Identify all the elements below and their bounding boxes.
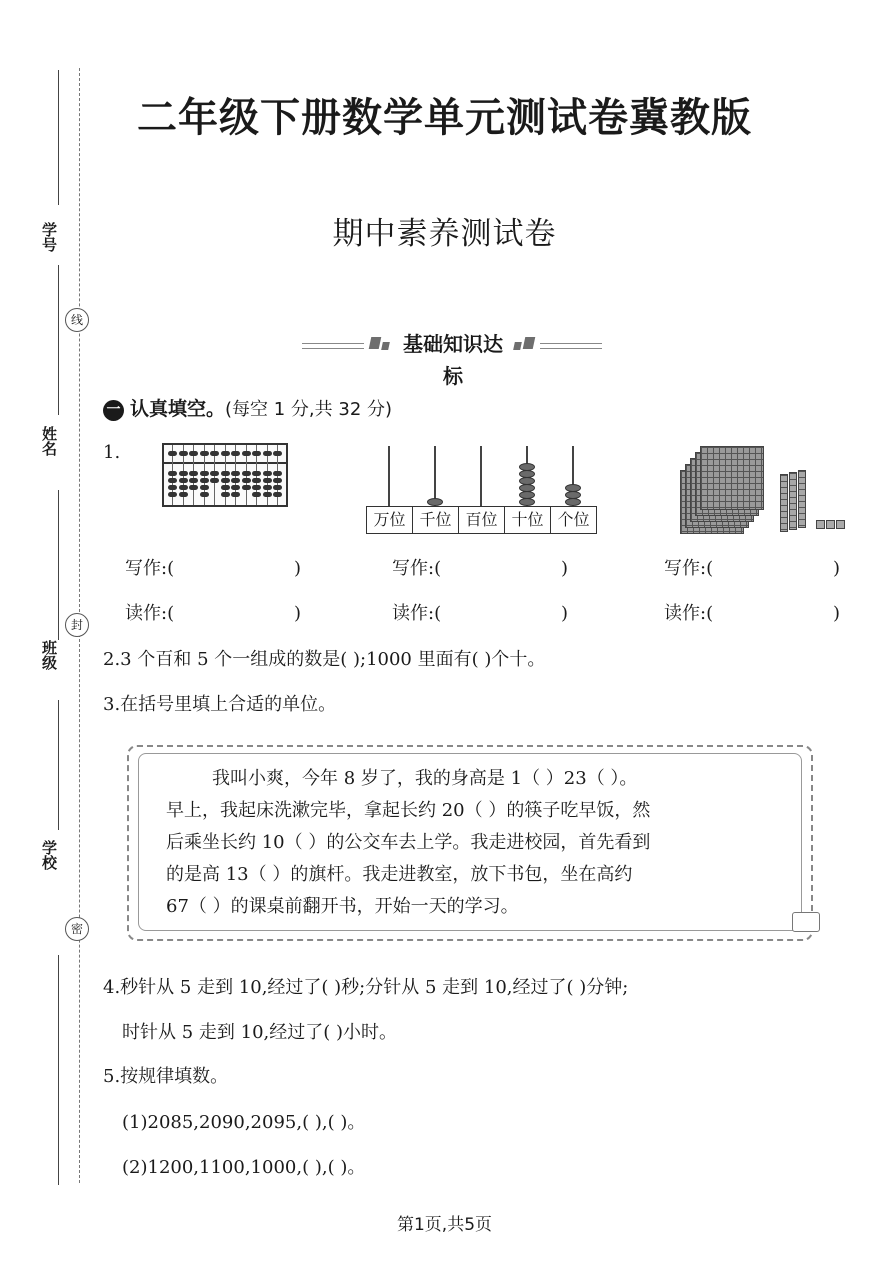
abacus-bead	[263, 451, 272, 456]
name-label: 姓名	[40, 426, 58, 456]
abacus-bead	[231, 485, 240, 490]
part-one-score-note: (每空 1 分,共 32 分)	[225, 399, 393, 420]
q1c-write-close: )	[833, 558, 841, 579]
part-one-title: 认真填空。	[130, 398, 226, 420]
q1a-read-close: )	[294, 603, 302, 624]
place-tens: 十位	[505, 507, 551, 533]
q1c-read-close: )	[833, 603, 841, 624]
question-3: 3.在括号里填上合适的单位。	[103, 694, 337, 715]
counter-bead	[427, 498, 443, 506]
abacus-bead	[200, 471, 209, 476]
counter-rod	[388, 446, 390, 506]
place-value-counter-figure	[366, 446, 598, 532]
abacus-bead	[221, 451, 230, 456]
unit-cube	[826, 520, 835, 529]
abacus-bead	[168, 478, 177, 483]
place-value-row	[366, 506, 597, 534]
place-hundreds: 百位	[459, 507, 505, 533]
question-2: 2.3 个百和 5 个一组成的数是( );1000 里面有( )个十。	[103, 649, 546, 670]
story-line-4: 的是高 13（ ）的旗杆。我走进教室，放下书包，坐在高约	[166, 864, 633, 885]
teapot-decoration-icon	[792, 912, 820, 932]
abacus-bead	[242, 471, 251, 476]
q1b-write-label: 写作:(	[392, 558, 442, 579]
abacus-bead	[252, 478, 261, 483]
banner-left-square-icon	[369, 337, 382, 349]
question-1-number: 1.	[103, 442, 121, 463]
abacus-bead	[221, 492, 230, 497]
abacus-bead	[189, 485, 198, 490]
banner-left-square-icon-2	[381, 342, 390, 350]
abacus-bead	[210, 478, 219, 483]
seal-mark-line: 线	[65, 308, 89, 332]
place-ten-thousands: 万位	[367, 507, 413, 533]
q1a-write-close: )	[294, 558, 302, 579]
counter-bead	[565, 498, 581, 506]
place-thousands: 千位	[413, 507, 459, 533]
abacus-bead	[179, 451, 188, 456]
abacus-bead	[200, 478, 209, 483]
abacus-bead	[252, 471, 261, 476]
abacus-bead	[242, 451, 251, 456]
question-5: 5.按规律填数。	[103, 1066, 229, 1087]
banner-right-square-icon-2	[523, 337, 536, 349]
abacus-bead	[273, 451, 282, 456]
abacus-bead	[189, 471, 198, 476]
abacus-bead	[231, 451, 240, 456]
abacus-bead	[179, 478, 188, 483]
question-4-line-2: 时针从 5 走到 10,经过了( )小时。	[122, 1022, 398, 1043]
question-5-item-1: (1)2085,2090,2095,( ),( )。	[122, 1112, 366, 1133]
question-5-item-2: (2)1200,1100,1000,( ),( )。	[122, 1157, 366, 1178]
abacus-bead	[168, 471, 177, 476]
abacus-bead	[252, 451, 261, 456]
abacus-bead	[231, 492, 240, 497]
counter-bead	[519, 491, 535, 499]
counter-bead	[519, 498, 535, 506]
abacus-bead	[242, 485, 251, 490]
counter-bead	[519, 470, 535, 478]
abacus-bead	[252, 485, 261, 490]
q1c-read-label: 读作:(	[664, 603, 714, 624]
q1a-read-label: 读作:(	[125, 603, 175, 624]
abacus-bead	[221, 471, 230, 476]
banner-right-square-icon	[513, 342, 522, 350]
seal-mark-secret: 密	[65, 917, 89, 941]
section-banner	[302, 328, 602, 388]
abacus-bead	[263, 485, 272, 490]
abacus-bead	[200, 451, 209, 456]
ten-rod	[798, 470, 806, 528]
abacus-bead	[273, 485, 282, 490]
abacus-bead	[168, 492, 177, 497]
counter-rod	[434, 446, 436, 506]
unit-cube	[836, 520, 845, 529]
story-line-2: 早上，我起床洗漱完毕，拿起长约 20（ ）的筷子吃早饭，然	[166, 800, 651, 821]
abacus-bead	[273, 492, 282, 497]
student-id-label: 学号	[40, 222, 58, 252]
abacus-bead	[179, 492, 188, 497]
seal-mark-seal: 封	[65, 613, 89, 637]
student-id-line-lower	[58, 265, 59, 415]
story-line-1: 我叫小爽，今年 8 岁了，我的身高是 1（ ）23（ ）。	[212, 768, 638, 789]
unit-cube	[816, 520, 825, 529]
page-number: 第1页,共5页	[396, 1215, 493, 1235]
abacus-bead	[273, 471, 282, 476]
abacus-bead	[189, 451, 198, 456]
abacus-bead	[263, 492, 272, 497]
abacus-bead	[210, 471, 219, 476]
abacus-bead	[231, 478, 240, 483]
section-title: 基础知识达标	[403, 332, 503, 388]
class-label: 班级	[40, 640, 58, 670]
abacus-bead	[189, 478, 198, 483]
abacus-bead	[273, 478, 282, 483]
class-line	[58, 700, 59, 830]
banner-left-rule	[302, 343, 364, 349]
abacus-bead	[221, 478, 230, 483]
counter-rod	[480, 446, 482, 506]
story-line-3: 后乘坐长约 10（ ）的公交车去上学。我走进校园，首先看到	[166, 832, 651, 853]
counter-bead	[519, 484, 535, 492]
page-title: 二年级下册数学单元测试卷冀教版	[137, 95, 752, 141]
abacus-bead	[168, 485, 177, 490]
abacus-bead	[179, 471, 188, 476]
q1b-read-label: 读作:(	[392, 603, 442, 624]
story-line-5: 67（ ）的课桌前翻开书，开始一天的学习。	[166, 896, 519, 917]
abacus-figure	[162, 443, 288, 507]
abacus-bead	[168, 451, 177, 456]
counter-bead	[565, 484, 581, 492]
abacus-bead	[242, 478, 251, 483]
hundred-flat	[700, 446, 764, 510]
page-subtitle: 期中素养测试卷	[332, 216, 557, 252]
abacus-bead	[221, 485, 230, 490]
question-4-line-1: 4.秒针从 5 走到 10,经过了( )秒;分针从 5 走到 10,经过了( )分钟;	[103, 977, 629, 998]
school-label: 学校	[40, 840, 58, 870]
abacus-bead	[210, 451, 219, 456]
counter-bead	[519, 477, 535, 485]
q1b-write-close: )	[561, 558, 569, 579]
banner-right-rule	[540, 343, 602, 349]
abacus-bead	[179, 485, 188, 490]
part-number-badge: 一	[103, 400, 124, 421]
abacus-bead	[263, 471, 272, 476]
counter-bead	[565, 491, 581, 499]
part-one-heading	[103, 396, 392, 423]
place-ones: 个位	[557, 510, 590, 529]
abacus-bead	[252, 492, 261, 497]
counter-bead	[519, 463, 535, 471]
ten-rod	[780, 474, 788, 532]
ten-rod	[789, 472, 797, 530]
name-line	[58, 490, 59, 640]
q1b-read-close: )	[561, 603, 569, 624]
abacus-bead	[200, 492, 209, 497]
abacus-bead	[200, 485, 209, 490]
abacus-bead	[231, 471, 240, 476]
q1a-write-label: 写作:(	[125, 558, 175, 579]
base-ten-blocks-figure	[680, 442, 850, 534]
school-line	[58, 955, 59, 1185]
abacus-bead	[263, 478, 272, 483]
q1c-write-label: 写作:(	[664, 558, 714, 579]
